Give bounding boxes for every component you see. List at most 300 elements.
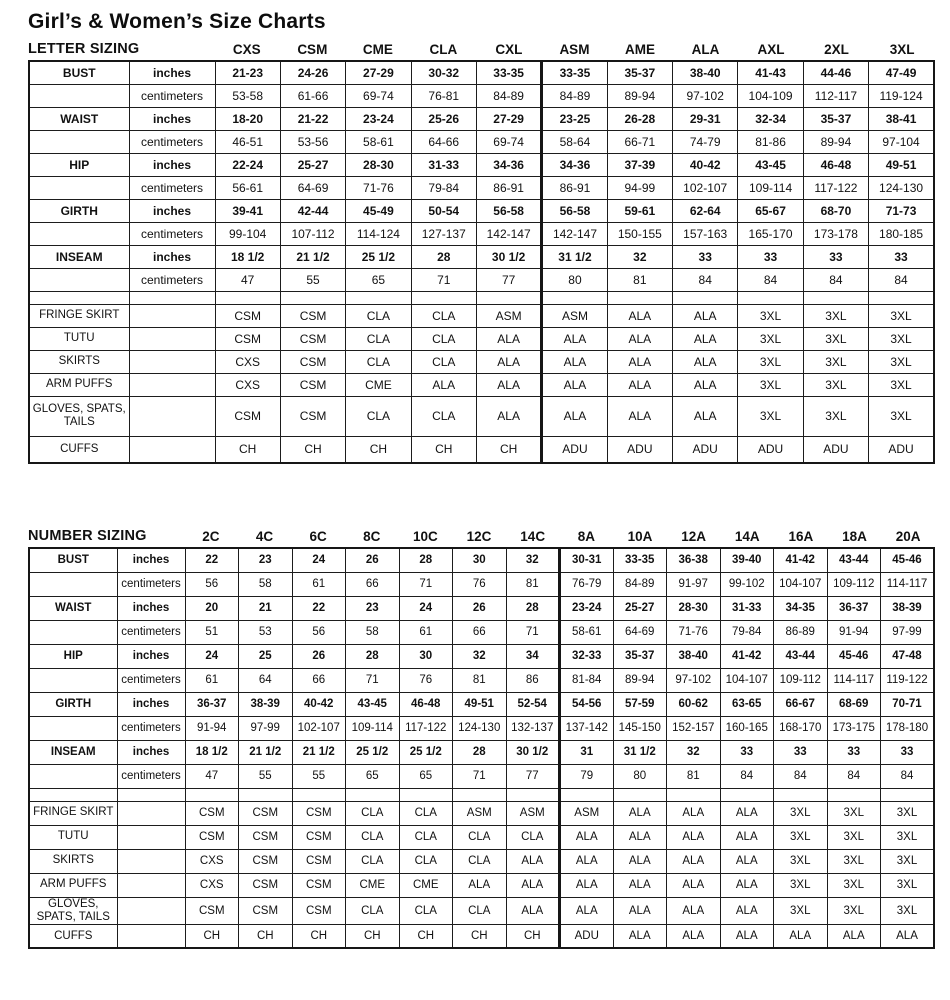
size-cell: 3XL [869, 373, 934, 396]
size-cell: 84-89 [476, 84, 541, 107]
size-cell: CH [292, 924, 346, 948]
size-cell: CH [185, 924, 239, 948]
size-cell: 3XL [774, 873, 828, 897]
letter-sizing-header [28, 39, 935, 60]
size-cell: 109-114 [346, 716, 400, 740]
size-cell: CLA [346, 396, 411, 436]
size-cell: 55 [239, 764, 293, 788]
size-cell: CSM [239, 801, 293, 825]
size-cell: 33 [881, 740, 935, 764]
size-cell: 18-20 [215, 107, 280, 130]
size-cell: 3XL [869, 396, 934, 436]
size-cell: CH [280, 436, 345, 463]
size-cell: 23-25 [542, 107, 607, 130]
size-cell: ALA [560, 825, 614, 849]
size-cell: 36-37 [827, 596, 881, 620]
size-cell: CH [399, 924, 453, 948]
size-cell: 76-79 [560, 572, 614, 596]
column-header-14C: 14C [506, 526, 560, 547]
size-cell: 114-117 [881, 572, 935, 596]
size-cell: CLA [453, 825, 507, 849]
size-cell: 66 [453, 620, 507, 644]
size-cell: 89-94 [803, 130, 868, 153]
size-cell: ALA [720, 801, 774, 825]
size-cell: 58 [346, 620, 400, 644]
size-cell: CME [399, 873, 453, 897]
size-cell: 81 [506, 572, 560, 596]
size-cell: 3XL [881, 849, 935, 873]
size-cell: 160-165 [720, 716, 774, 740]
column-header-4C: 4C [238, 526, 292, 547]
size-cell: 54-56 [560, 692, 614, 716]
size-cell: 124-130 [453, 716, 507, 740]
row-label [29, 268, 129, 291]
size-cell: ALA [673, 350, 738, 373]
size-cell: 20 [185, 596, 239, 620]
size-cell: CME [346, 873, 400, 897]
size-cell: 21-23 [215, 61, 280, 84]
size-cell: 49-51 [453, 692, 507, 716]
size-cell: 21 1/2 [239, 740, 293, 764]
size-cell: 28-30 [667, 596, 721, 620]
size-cell: 34-36 [476, 153, 541, 176]
size-cell: 3XL [827, 897, 881, 924]
unit-label: inches [129, 245, 215, 268]
size-cell: 45-49 [346, 199, 411, 222]
measurement-row [29, 268, 934, 291]
size-cell: CLA [346, 327, 411, 350]
size-cell: CH [411, 436, 476, 463]
size-cell: ALA [613, 873, 667, 897]
size-cell: ALA [673, 304, 738, 327]
size-cell: ADU [738, 436, 803, 463]
size-cell: ASM [476, 304, 541, 327]
row-label: CUFFS [29, 436, 129, 463]
size-cell: ASM [453, 801, 507, 825]
size-cell: 25 1/2 [346, 245, 411, 268]
size-cell: 56 [185, 572, 239, 596]
size-cell: CSM [239, 897, 293, 924]
size-cell: 23-24 [560, 596, 614, 620]
size-cell: 3XL [803, 304, 868, 327]
size-cell: 65 [346, 268, 411, 291]
size-cell: 77 [506, 764, 560, 788]
size-cell: ALA [411, 373, 476, 396]
size-cell: 38-41 [869, 107, 934, 130]
row-label: FRINGE SKIRT [29, 801, 117, 825]
accessory-row [29, 373, 934, 396]
unit-label: centimeters [117, 620, 185, 644]
size-cell: 91-94 [185, 716, 239, 740]
size-cell: 37-39 [607, 153, 672, 176]
size-cell: 49-51 [869, 153, 934, 176]
size-cell: CSM [185, 801, 239, 825]
unit-label: centimeters [129, 268, 215, 291]
size-cell: CSM [280, 327, 345, 350]
size-cell: 18 1/2 [185, 740, 239, 764]
size-cell: ADU [869, 436, 934, 463]
row-label: ARM PUFFS [29, 373, 129, 396]
size-cell: ALA [667, 801, 721, 825]
size-cell: 117-122 [399, 716, 453, 740]
size-cell: 32 [607, 245, 672, 268]
size-cell: 36-37 [185, 692, 239, 716]
size-cell: 33 [738, 245, 803, 268]
size-cell: CLA [411, 396, 476, 436]
size-cell: 33 [720, 740, 774, 764]
size-cell: 91-94 [827, 620, 881, 644]
size-cell: 178-180 [881, 716, 935, 740]
measurement-row [29, 61, 934, 84]
size-cell: 102-107 [673, 176, 738, 199]
size-cell: 53 [239, 620, 293, 644]
number-sizing-section [28, 526, 935, 949]
size-cell: 71-76 [667, 620, 721, 644]
size-cell: 71 [506, 620, 560, 644]
measurement-row [29, 668, 934, 692]
size-cell: 84 [827, 764, 881, 788]
size-cell: 109-112 [774, 668, 828, 692]
measurement-row [29, 596, 934, 620]
number-sizing-table [28, 547, 935, 949]
size-cell: CLA [399, 801, 453, 825]
row-label: GIRTH [29, 692, 117, 716]
size-cell: ALA [542, 396, 607, 436]
size-cell: 3XL [774, 897, 828, 924]
size-cell: 38-39 [881, 596, 935, 620]
column-header-12A: 12A [667, 526, 721, 547]
size-cell: 64-69 [613, 620, 667, 644]
letter-sizing-section [28, 39, 935, 464]
accessory-row [29, 897, 934, 924]
size-cell: 84 [673, 268, 738, 291]
size-cell: 25-26 [411, 107, 476, 130]
size-cell: 3XL [738, 396, 803, 436]
size-cell: CSM [280, 304, 345, 327]
size-cell: 25 1/2 [399, 740, 453, 764]
column-header-CSM: CSM [280, 39, 346, 60]
size-cell: 56 [292, 620, 346, 644]
size-cell: ALA [667, 924, 721, 948]
size-cell: 3XL [803, 350, 868, 373]
column-header-2C: 2C [184, 526, 238, 547]
size-cell: 76 [453, 572, 507, 596]
size-cell: 66-71 [607, 130, 672, 153]
size-cell: 58 [239, 572, 293, 596]
size-cell: 34 [506, 644, 560, 668]
size-cell: 66 [346, 572, 400, 596]
size-cell: 127-137 [411, 222, 476, 245]
size-cell: 57-59 [613, 692, 667, 716]
unit-label: centimeters [117, 764, 185, 788]
size-cell: 3XL [827, 849, 881, 873]
table-name: LETTER SIZING [28, 39, 214, 60]
size-cell: 23-24 [346, 107, 411, 130]
size-cell: 24 [399, 596, 453, 620]
size-cell: 21 1/2 [280, 245, 345, 268]
size-cell: ALA [673, 373, 738, 396]
size-cell: 30 1/2 [476, 245, 541, 268]
size-cell: 81 [453, 668, 507, 692]
size-cell: CXS [185, 873, 239, 897]
row-label: SKIRTS [29, 849, 117, 873]
unit-label: inches [117, 596, 185, 620]
size-cell: 22 [292, 596, 346, 620]
size-cell: CLA [346, 304, 411, 327]
size-cell: 152-157 [667, 716, 721, 740]
row-label: BUST [29, 548, 117, 572]
size-cell: 84 [869, 268, 934, 291]
size-cell: 76 [399, 668, 453, 692]
size-cell: 180-185 [869, 222, 934, 245]
size-cell: 80 [613, 764, 667, 788]
size-cell: 33-35 [476, 61, 541, 84]
size-cell: 74-79 [673, 130, 738, 153]
size-cell: 26 [453, 596, 507, 620]
column-header-3XL: 3XL [869, 39, 935, 60]
size-cell: 109-114 [738, 176, 803, 199]
size-cell: 31-33 [720, 596, 774, 620]
size-cell: 33 [869, 245, 934, 268]
size-cell: CSM [292, 897, 346, 924]
size-cell: 55 [292, 764, 346, 788]
size-cell: CSM [215, 304, 280, 327]
size-cell: CLA [346, 350, 411, 373]
size-cell: 31-33 [411, 153, 476, 176]
size-cell: 3XL [738, 350, 803, 373]
size-cell: 28-30 [346, 153, 411, 176]
size-cell: 58-64 [542, 130, 607, 153]
measurement-row [29, 644, 934, 668]
size-cell: 22-24 [215, 153, 280, 176]
column-header-ASM: ASM [542, 39, 608, 60]
row-label [29, 716, 117, 740]
column-header-12C: 12C [452, 526, 506, 547]
size-cell: 91-97 [667, 572, 721, 596]
size-cell: 43-45 [346, 692, 400, 716]
size-cell: ALA [607, 396, 672, 436]
size-cell: 32 [506, 548, 560, 572]
size-cell: CSM [292, 801, 346, 825]
size-cell: CSM [185, 897, 239, 924]
row-label: GIRTH [29, 199, 129, 222]
size-cell: 32 [453, 644, 507, 668]
size-cell: CSM [292, 873, 346, 897]
size-cell: 86-89 [774, 620, 828, 644]
size-cell: ALA [613, 801, 667, 825]
header-row [28, 526, 935, 547]
size-cell: 47 [185, 764, 239, 788]
size-cell: 3XL [803, 373, 868, 396]
column-header-8A: 8A [560, 526, 614, 547]
size-cell: 81 [667, 764, 721, 788]
size-cell: 157-163 [673, 222, 738, 245]
size-cell: 60-62 [667, 692, 721, 716]
size-cell: 41-42 [720, 644, 774, 668]
measurement-row [29, 245, 934, 268]
size-cell: 30-31 [560, 548, 614, 572]
size-cell: 32 [667, 740, 721, 764]
accessory-row [29, 801, 934, 825]
size-cell: ADU [560, 924, 614, 948]
size-cell: 66 [292, 668, 346, 692]
measurement-row [29, 740, 934, 764]
column-header-10A: 10A [613, 526, 667, 547]
measurement-row [29, 153, 934, 176]
size-cell: CH [346, 436, 411, 463]
row-label: HIP [29, 644, 117, 668]
accessory-row [29, 849, 934, 873]
row-label [29, 668, 117, 692]
size-cell: 99-104 [215, 222, 280, 245]
size-cell: 89-94 [613, 668, 667, 692]
size-cell: 102-107 [292, 716, 346, 740]
size-cell: CH [476, 436, 541, 463]
size-cell: 27-29 [346, 61, 411, 84]
size-cell: ASM [560, 801, 614, 825]
row-label: TUTU [29, 825, 117, 849]
row-label [29, 130, 129, 153]
row-label: TUTU [29, 327, 129, 350]
measurement-row [29, 620, 934, 644]
size-cell: CLA [399, 849, 453, 873]
size-cell: CLA [411, 350, 476, 373]
size-cell: 28 [453, 740, 507, 764]
spacer-row [29, 291, 934, 304]
size-cell: 46-48 [803, 153, 868, 176]
size-cell: CH [239, 924, 293, 948]
size-cell: 79-84 [411, 176, 476, 199]
row-label: INSEAM [29, 245, 129, 268]
accessory-row [29, 924, 934, 948]
measurement-row [29, 716, 934, 740]
size-cell: 23 [239, 548, 293, 572]
size-cell: 25 [239, 644, 293, 668]
measurement-row [29, 130, 934, 153]
size-cell: ALA [607, 327, 672, 350]
column-header-18A: 18A [828, 526, 882, 547]
size-cell: 36-38 [667, 548, 721, 572]
size-cell: ADU [673, 436, 738, 463]
size-cell: 23 [346, 596, 400, 620]
size-cell: ALA [542, 350, 607, 373]
size-cell: 112-117 [803, 84, 868, 107]
size-cell: 40-42 [673, 153, 738, 176]
size-cell: 26 [346, 548, 400, 572]
size-cell: 3XL [803, 327, 868, 350]
size-cell: CSM [280, 350, 345, 373]
column-header-2XL: 2XL [804, 39, 870, 60]
size-cell: 24-26 [280, 61, 345, 84]
measurement-row [29, 572, 934, 596]
size-cell: 52-54 [506, 692, 560, 716]
size-cell: 94-99 [607, 176, 672, 199]
size-cell: 59-61 [607, 199, 672, 222]
size-cell: 43-44 [827, 548, 881, 572]
size-cell: 39-40 [720, 548, 774, 572]
size-cell: 30 [453, 548, 507, 572]
unit-label: centimeters [129, 176, 215, 199]
size-cell: 81 [607, 268, 672, 291]
size-cell: 97-104 [869, 130, 934, 153]
column-header-20A: 20A [881, 526, 935, 547]
size-cell: ALA [613, 897, 667, 924]
size-cell: 168-170 [774, 716, 828, 740]
size-cell: 3XL [869, 304, 934, 327]
size-cell: 34-36 [542, 153, 607, 176]
unit-label: inches [129, 61, 215, 84]
size-cell: 40-42 [292, 692, 346, 716]
size-cell: 35-37 [613, 644, 667, 668]
size-cell: CSM [239, 849, 293, 873]
size-cell: CH [453, 924, 507, 948]
spacer-row [29, 788, 934, 801]
size-cell: 38-39 [239, 692, 293, 716]
size-cell: 33 [827, 740, 881, 764]
size-cell: 104-107 [774, 572, 828, 596]
column-header-CXL: CXL [476, 39, 542, 60]
size-cell: 56-58 [476, 199, 541, 222]
size-cell: 150-155 [607, 222, 672, 245]
size-cell: 63-65 [720, 692, 774, 716]
size-cell: ALA [613, 849, 667, 873]
unit-label: inches [129, 199, 215, 222]
size-cell: 25-27 [613, 596, 667, 620]
size-cell: CLA [346, 849, 400, 873]
size-cell: ALA [560, 897, 614, 924]
size-cell: 104-109 [738, 84, 803, 107]
row-label: GLOVES, SPATS, TAILS [29, 897, 117, 924]
size-cell: ALA [613, 924, 667, 948]
column-header-10C: 10C [399, 526, 453, 547]
size-cell: 56-61 [215, 176, 280, 199]
size-cell: ALA [673, 396, 738, 436]
size-cell: 68-69 [827, 692, 881, 716]
column-header-14A: 14A [720, 526, 774, 547]
size-cell: 114-124 [346, 222, 411, 245]
size-cell: 30 [399, 644, 453, 668]
size-cell: 145-150 [613, 716, 667, 740]
size-cell: 64-66 [411, 130, 476, 153]
size-cell: 89-94 [607, 84, 672, 107]
size-cell: 71 [453, 764, 507, 788]
accessory-row [29, 436, 934, 463]
size-cell: CLA [399, 825, 453, 849]
table-name: NUMBER SIZING [28, 526, 184, 547]
size-cell: CLA [346, 825, 400, 849]
measurement-row [29, 764, 934, 788]
size-cell: ALA [476, 327, 541, 350]
size-cell: ALA [774, 924, 828, 948]
size-cell: 25 1/2 [346, 740, 400, 764]
row-label [29, 84, 129, 107]
size-cell: CSM [280, 373, 345, 396]
size-cell: ADU [542, 436, 607, 463]
size-cell: ALA [476, 396, 541, 436]
size-cell: 26-28 [607, 107, 672, 130]
row-label: GLOVES, SPATS, TAILS [29, 396, 129, 436]
size-cell: 31 1/2 [613, 740, 667, 764]
size-cell: 3XL [869, 327, 934, 350]
size-cell: 41-42 [774, 548, 828, 572]
size-cell: 51 [185, 620, 239, 644]
size-cell: CLA [453, 897, 507, 924]
size-cell: 33-35 [613, 548, 667, 572]
size-cell: CSM [239, 873, 293, 897]
size-cell: ALA [476, 350, 541, 373]
size-cell: 28 [506, 596, 560, 620]
size-cell: 43-44 [774, 644, 828, 668]
